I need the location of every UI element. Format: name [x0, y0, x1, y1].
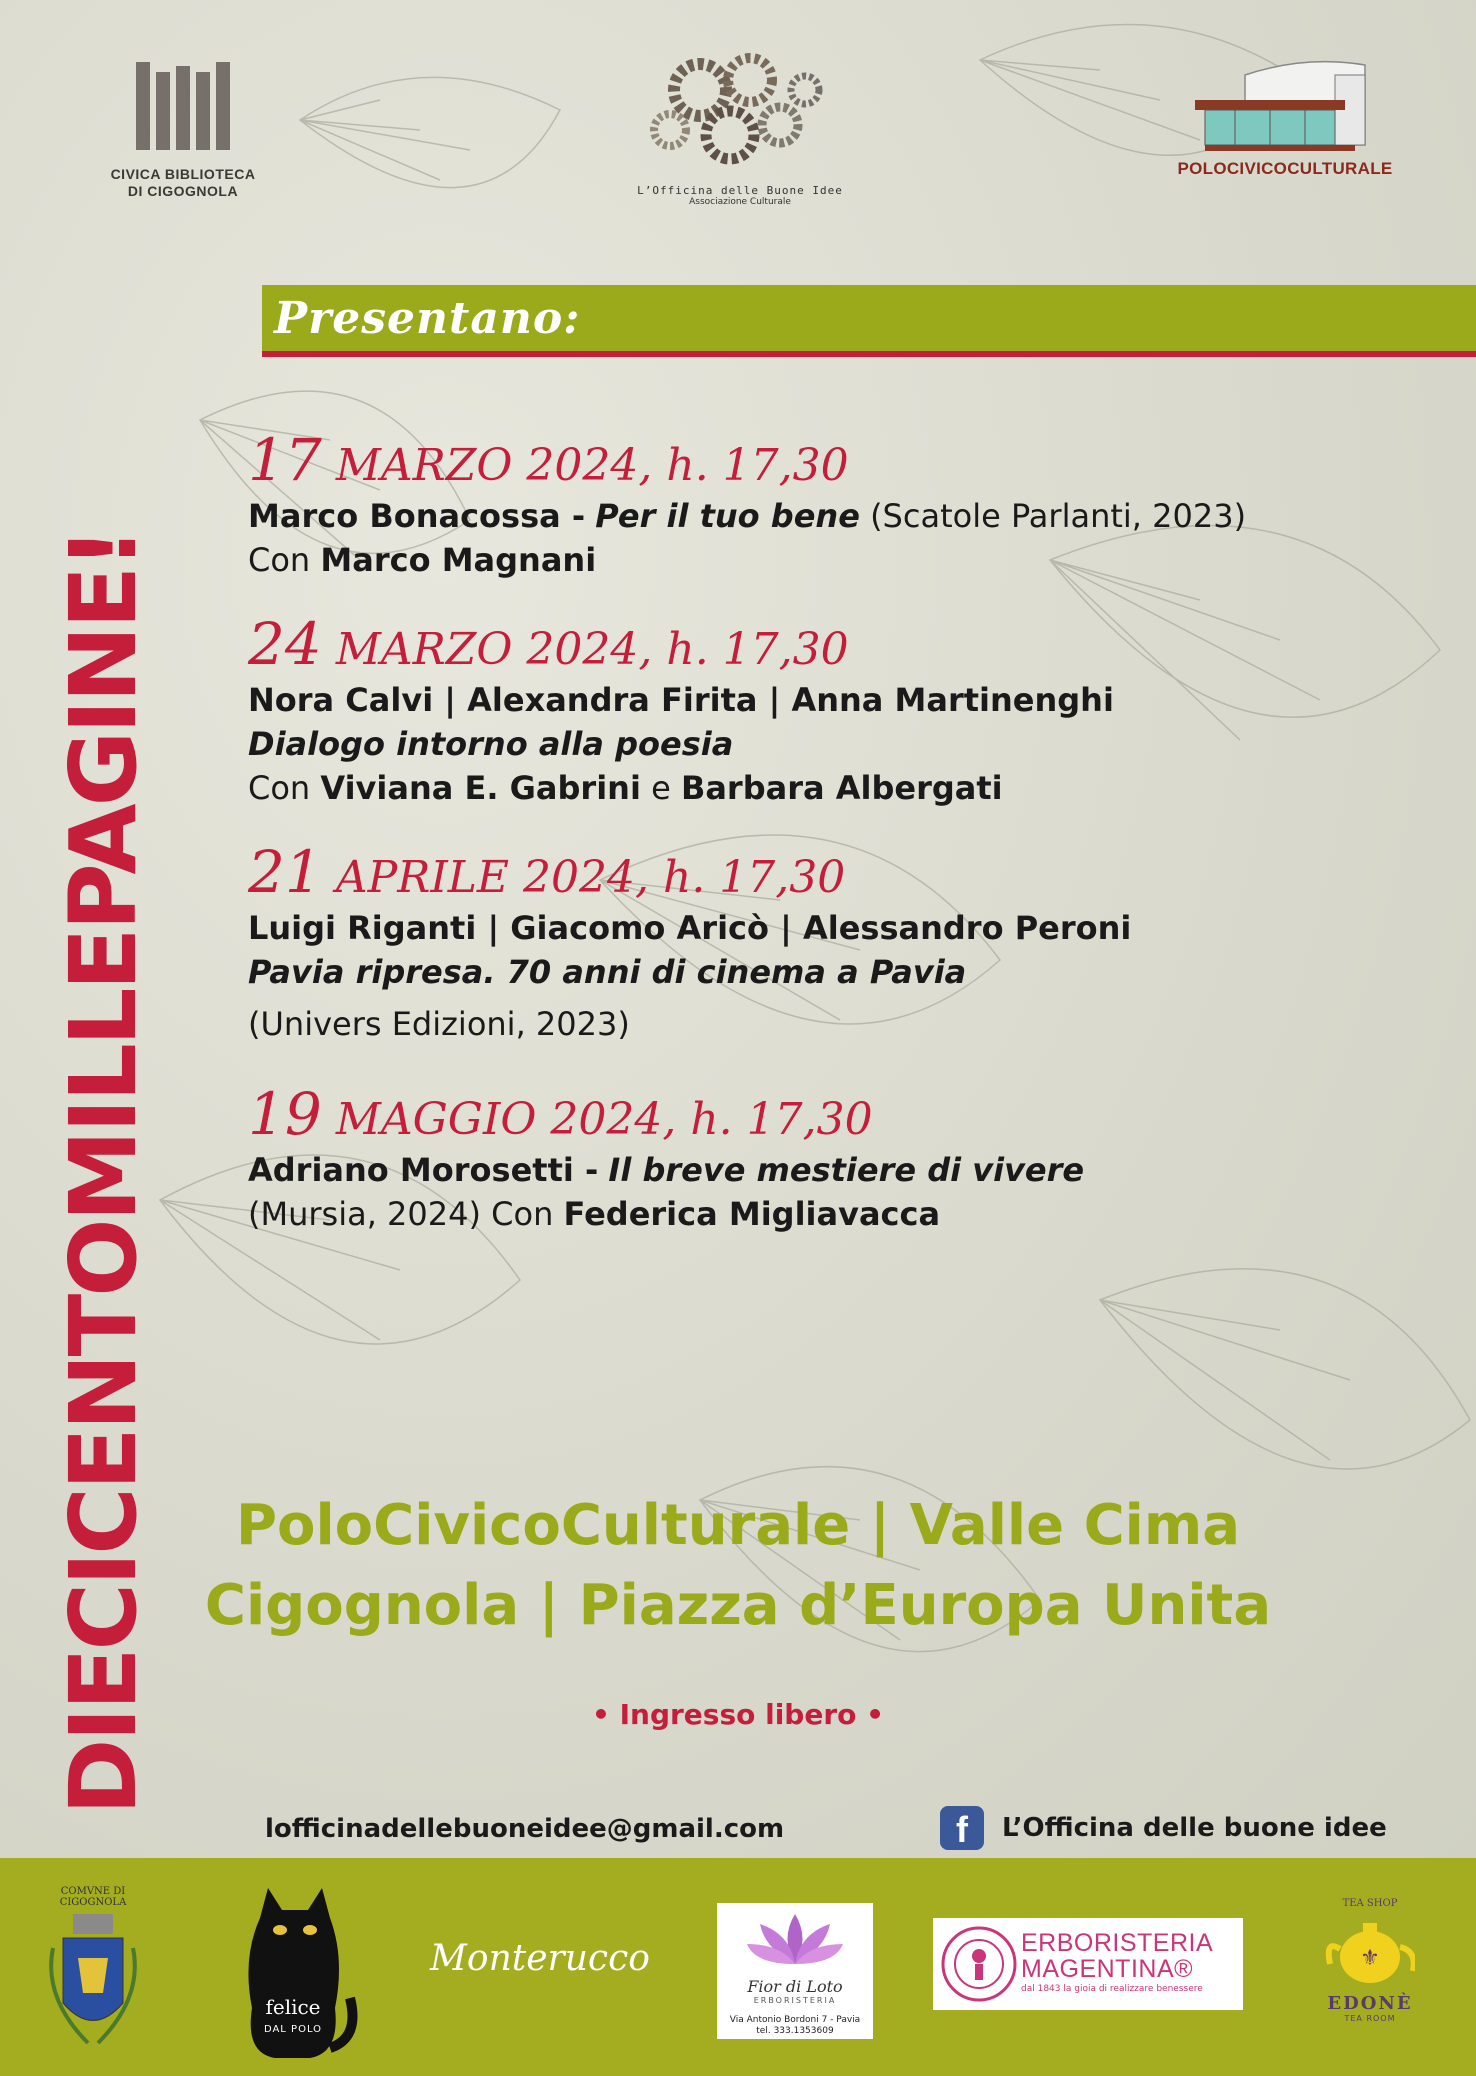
- coat-of-arms-icon: [33, 1908, 153, 2058]
- event-guest: Marco Magnani: [320, 541, 597, 579]
- edone-tea-shop-logo: [1300, 1898, 1440, 2058]
- vertical-title: DIECICENTOMILLEPAGINE!: [50, 529, 157, 1815]
- felice-name: [258, 1995, 328, 2039]
- contacts: [0, 1806, 1476, 1850]
- event-day: 24: [248, 610, 322, 678]
- comune-caption: COMVNE DI CIGOGNOLA: [59, 1886, 127, 1908]
- event-author: Adriano Morosetti -: [248, 1151, 599, 1189]
- polo-caption: POLOCIVICOCULTURALE: [1177, 159, 1393, 178]
- monterucco-logo: Monterucco: [430, 1938, 650, 1979]
- facebook-link[interactable]: [940, 1806, 1387, 1850]
- event-publisher: (Mursia, 2024) Con: [248, 1195, 554, 1233]
- biblioteca-logo: [108, 52, 258, 200]
- venue-line-1: PoloCivicoCulturale | Valle Cima: [235, 1493, 1241, 1558]
- event-line: [248, 538, 1428, 582]
- event-2: [248, 610, 1428, 810]
- facebook-icon: f: [940, 1806, 984, 1850]
- event-day: 17: [248, 426, 322, 494]
- loto-address: Via Antonio Bordoni 7 - Pavia: [729, 2015, 861, 2025]
- loto-sub: ERBORISTERIA: [753, 1996, 837, 2005]
- event-date: [248, 1080, 1428, 1148]
- event-date: [248, 610, 1428, 678]
- event-line: [248, 1148, 1428, 1192]
- event-publisher: (Univers Edizioni, 2023): [248, 1005, 630, 1043]
- event-line: [248, 1192, 1428, 1236]
- event-guest: Federica Migliavacca: [563, 1195, 941, 1233]
- lotus-flower-icon: [745, 1909, 845, 1969]
- svg-text:⚜: ⚜: [1360, 1946, 1380, 1971]
- event-date-rest: MAGGIO 2024, h. 17,30: [335, 1094, 873, 1145]
- building-icon: [1185, 55, 1385, 155]
- officina-name: L’Officina delle Buone Idee: [637, 184, 843, 197]
- facebook-label: L’Officina delle buone idee: [1002, 1813, 1387, 1843]
- event-date-rest: MARZO 2024, h. 17,30: [335, 624, 849, 675]
- events-list: [248, 426, 1428, 1270]
- event-day: 19: [248, 1080, 322, 1148]
- presentano-band: [262, 285, 1476, 357]
- library-books-icon: [128, 52, 238, 162]
- magentina-tagline: dal 1843 la gioia di realizzare benessere: [1021, 1984, 1203, 1994]
- erboristeria-magentina-logo: [933, 1918, 1243, 2010]
- event-date: [248, 426, 1428, 494]
- magentina-title: [1021, 1930, 1213, 1982]
- tea-shop-bottom: TEA ROOM: [1344, 2014, 1396, 2023]
- event-author: Marco Bonacossa -: [248, 497, 586, 535]
- tea-shop-name: EDONÈ: [1327, 1993, 1413, 2014]
- magentina-line-1: ERBORISTERIA: [1021, 1929, 1214, 1957]
- event-date-rest: APRILE 2024, h. 17,30: [335, 852, 846, 903]
- magentina-line-2: MAGENTINA®: [1021, 1955, 1194, 1983]
- felice-sub: DAL POLO: [263, 2024, 323, 2035]
- event-date-rest: MARZO 2024, h. 17,30: [335, 440, 849, 491]
- event-authors: Luigi Riganti | Giacomo Aricò | Alessandro Peroni: [248, 909, 1132, 947]
- gears-icon: [640, 40, 840, 180]
- event-title: Il breve mestiere di vivere: [608, 1151, 1085, 1189]
- event-authors: Nora Calvi | Alexandra Firita | Anna Martinenghi: [248, 681, 1114, 719]
- event-title: Per il tuo bene: [595, 497, 860, 535]
- event-title: Dialogo intorno alla poesia: [248, 725, 734, 763]
- event-con: Con: [248, 541, 311, 579]
- event-line: [248, 494, 1428, 538]
- fior-di-loto-logo: [717, 1903, 873, 2039]
- comune-crest: [28, 1886, 158, 2061]
- presentano-label: Presentano:: [274, 293, 581, 344]
- teapot-icon: [1325, 1909, 1415, 1989]
- event-3: [248, 838, 1428, 1046]
- event-title: Pavia ripresa. 70 anni di cinema a Pavia: [248, 953, 967, 991]
- email-link[interactable]: lofficinadellebuoneidee@gmail.com: [265, 1814, 785, 1844]
- event-con: Con: [248, 769, 311, 807]
- officina-logo: [615, 40, 865, 207]
- felice-label: felice: [265, 1995, 321, 2019]
- biblioteca-caption: CIVICA BIBLIOTECA DI CIGOGNOLA: [110, 166, 256, 199]
- event-day: 21: [248, 838, 322, 906]
- event-date: [248, 838, 1428, 906]
- officina-subtitle: Associazione Culturale: [689, 197, 791, 207]
- magentina-seal-icon: [939, 1924, 1019, 2004]
- event-guest: Barbara Albergati: [680, 769, 1003, 807]
- venue-line-2: Cigognola | Piazza d’Europa Unita: [204, 1573, 1272, 1638]
- event-publisher: (Scatole Parlanti, 2023): [870, 497, 1247, 535]
- event-4: [248, 1080, 1428, 1236]
- free-entry: • Ingresso libero •: [591, 1698, 885, 1731]
- polo-logo: [1175, 55, 1395, 179]
- event-conjunction: e: [651, 769, 671, 807]
- loto-phone: tel. 333.1353609: [756, 2026, 834, 2036]
- felice-dal-polo-logo: [230, 1878, 360, 2068]
- black-cat-icon: [230, 1878, 360, 2068]
- sponsor-footer: [0, 1858, 1476, 2076]
- tea-shop-top: TEA SHOP: [1342, 1898, 1398, 1909]
- loto-name: Fior di Loto: [747, 1977, 843, 1996]
- event-line: [248, 766, 1428, 810]
- event-1: [248, 426, 1428, 582]
- event-guest: Viviana E. Gabrini: [320, 769, 641, 807]
